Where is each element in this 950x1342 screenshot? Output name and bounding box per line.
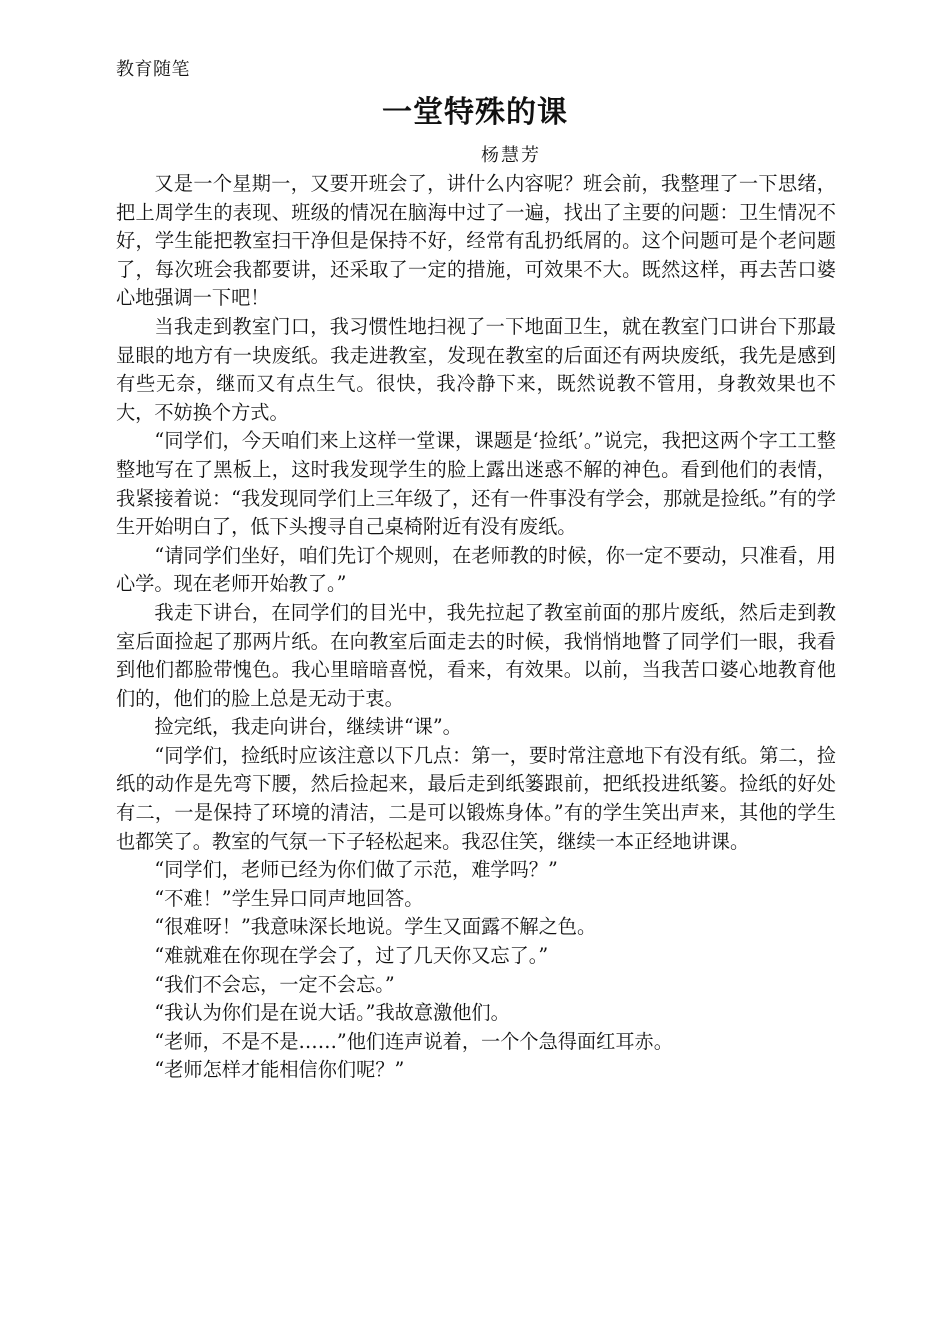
- paragraph: 捡完纸，我走向讲台，继续讲“课”。: [154, 715, 462, 739]
- paragraph: “难就难在你现在学会了，过了几天你又忘了。”: [154, 944, 549, 968]
- paragraph: 又是一个星期一，又要开班会了，讲什么内容呢？班会前，我整理了一下思绪，把上周学生的表现、班级的情况在脑海中过了一遍，找出了主要的问题：卫生情况不好，学生能把教室扫干净但是保持不好，经常有乱扔纸屑的。这个问题可是个老问题了，每次班会我都要讲，还采取了一定的措施，可效果不大。既然这样，再去苦口婆心地强调一下吧！: [116, 172, 836, 310]
- paragraph: “很难呀！”我意味深长地说。学生又面露不解之色。: [154, 915, 597, 939]
- paragraph: “不难！”学生异口同声地回答。: [154, 886, 424, 910]
- article-body: [116, 170, 836, 1085]
- paragraph: “同学们，老师已经为你们做了示范，难学吗？”: [154, 858, 558, 882]
- page-title: 一堂特殊的课: [382, 95, 568, 130]
- paragraph: 我走下讲台，在同学们的目光中，我先拉起了教室前面的那片废纸，然后走到教室后面捡起了那两片纸。在向教室后面走去的时候，我悄悄地瞥了同学们一眼，我看到他们都脸带愧色。我心里暗暗喜悦，看来，有效果。以前，当我苦口婆心地教育他们的，他们的脸上总是无动于衷。: [116, 600, 836, 710]
- paragraph: “同学们，捡纸时应该注意以下几点：第一，要时常注意地下有没有纸。第二，捡纸的动作是先弯下腰，然后捡起来，最后走到纸篓跟前，把纸投进纸篓。捡纸的好处有二，一是保持了环境的清洁，二是可以锻炼身体。”有的学生笑出声来，其他的学生也都笑了。教室的气氛一下子轻松起来。我忍住笑，继续一本正经地讲课。: [116, 743, 836, 853]
- paragraph: “我们不会忘，一定不会忘。”: [154, 972, 395, 996]
- paragraph: “我认为你们是在说大话。”我故意激他们。: [154, 1001, 510, 1025]
- paragraph: “同学们，今天咱们来上这样一堂课，课题是‘捡纸’。”说完，我把这两个字工工整整地写在了黑板上，这时我发现学生的脸上露出迷惑不解的神色。看到他们的表情，我紧接着说：“我发现同学们上三年级了，还有一件事没有学会，那就是捡纸。”有的学生开始明白了，低下头搜寻自己桌椅附近有没有废纸。: [116, 429, 836, 539]
- author-name: 杨慧芳: [481, 145, 541, 166]
- paragraph: 当我走到教室门口，我习惯性地扫视了一下地面卫生，就在教室门口讲台下那最显眼的地方有一块废纸。我走进教室，发现在教室的后面还有两块废纸，我先是感到有些无奈，继而又有点生气。很快，我冷静下来，既然说教不管用，身教效果也不大，不妨换个方式。: [116, 314, 836, 424]
- header-tag: 教育随笔: [116, 59, 190, 80]
- paragraph: “老师，不是不是……”他们连声说着，一个个急得面红耳赤。: [154, 1029, 673, 1053]
- paragraph: “老师怎样才能相信你们呢？”: [154, 1058, 405, 1082]
- paragraph: “请同学们坐好，咱们先订个规则，在老师教的时候，你一定不要动，只准看，用心学。现在老师开始教了。”: [116, 543, 836, 596]
